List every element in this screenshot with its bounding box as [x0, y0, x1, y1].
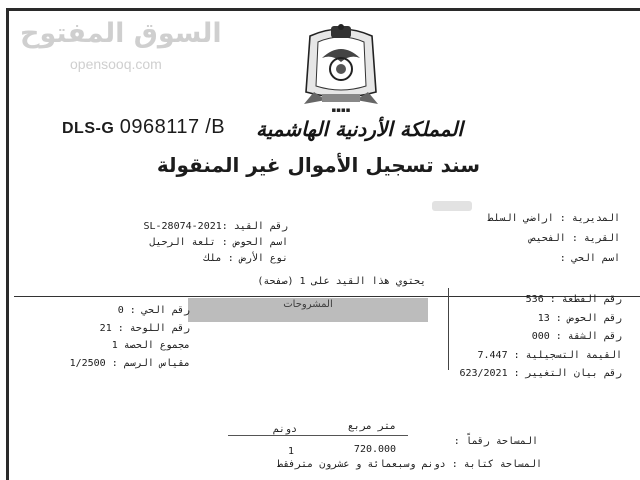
mortgage-annotation-box	[188, 298, 428, 322]
watermark-latin: opensooq.com	[70, 56, 162, 72]
details-block	[66, 302, 190, 372]
area-dunam-value: 1	[287, 446, 295, 457]
entry-number-field: رقم القيد :2021-SL-28074	[143, 221, 288, 232]
svg-text:▪▪▪▪: ▪▪▪▪	[331, 106, 351, 114]
change-statement-field: رقم بيان التغيير : 623/2021	[459, 368, 622, 379]
basin-number-field: رقم الحوض : 13	[537, 312, 622, 324]
registered-value-field: القيمة التسجيلية : 7.447	[477, 349, 622, 361]
document-border-top	[6, 8, 640, 11]
column-divider	[448, 288, 449, 370]
scale-field: مقياس الرسم : 1/2500	[69, 357, 190, 369]
parcel-number-field: رقم القطعة : 536	[525, 294, 622, 305]
document-number-value: 0968117	[119, 116, 200, 138]
shares-total-field: مجموع الحصة 1	[111, 340, 190, 351]
village-field: القرية : الفحيص	[529, 233, 620, 244]
area-sqm-value: 720.000	[353, 444, 397, 455]
neighborhood-field: اسم الحي :	[559, 253, 620, 264]
area-table-rule	[228, 435, 408, 436]
basin-name-field: اسم الحوض : تلعة الرحيل	[149, 237, 288, 248]
location-block	[470, 209, 620, 269]
document-number-prefix: DLS-G	[62, 120, 115, 137]
document-border-left	[6, 8, 9, 480]
neighborhood-number-field: رقم الحي : 0	[117, 305, 190, 316]
entry-block	[100, 219, 288, 267]
document-number-suffix: /B	[205, 116, 226, 138]
redacted-smudge	[432, 201, 472, 211]
land-type-field: نوع الأرض : ملك	[203, 253, 288, 264]
pages-note: يحتوي هذا القيد على 1 (صفحة)	[257, 276, 426, 287]
watermark-arabic: السوق المفتوح	[20, 18, 222, 49]
kingdom-name: المملكة الأردنية الهاشمية	[256, 117, 463, 141]
area-unit-dunam: دونم	[272, 424, 298, 435]
mortgage-label: المشروحات	[283, 299, 333, 310]
document-title: سند تسجيل الأموال غير المنقولة	[156, 153, 480, 177]
area-numeric-label: المساحة رقماً :	[453, 436, 538, 447]
document-number	[62, 116, 225, 139]
sheet-number-field: رقم اللوحة : 21	[99, 322, 190, 334]
jordan-coat-of-arms-icon	[296, 22, 386, 114]
apartment-number-field: رقم الشقة : 000	[531, 331, 622, 342]
area-written-field: المساحة كتابة : دونم وسبعمائة و عشرون مترفقط	[277, 459, 542, 470]
directorate-field: المديرية : اراضي السلط	[487, 213, 620, 224]
plot-block	[459, 291, 622, 384]
area-unit-sqm: متر مربع	[347, 421, 397, 432]
